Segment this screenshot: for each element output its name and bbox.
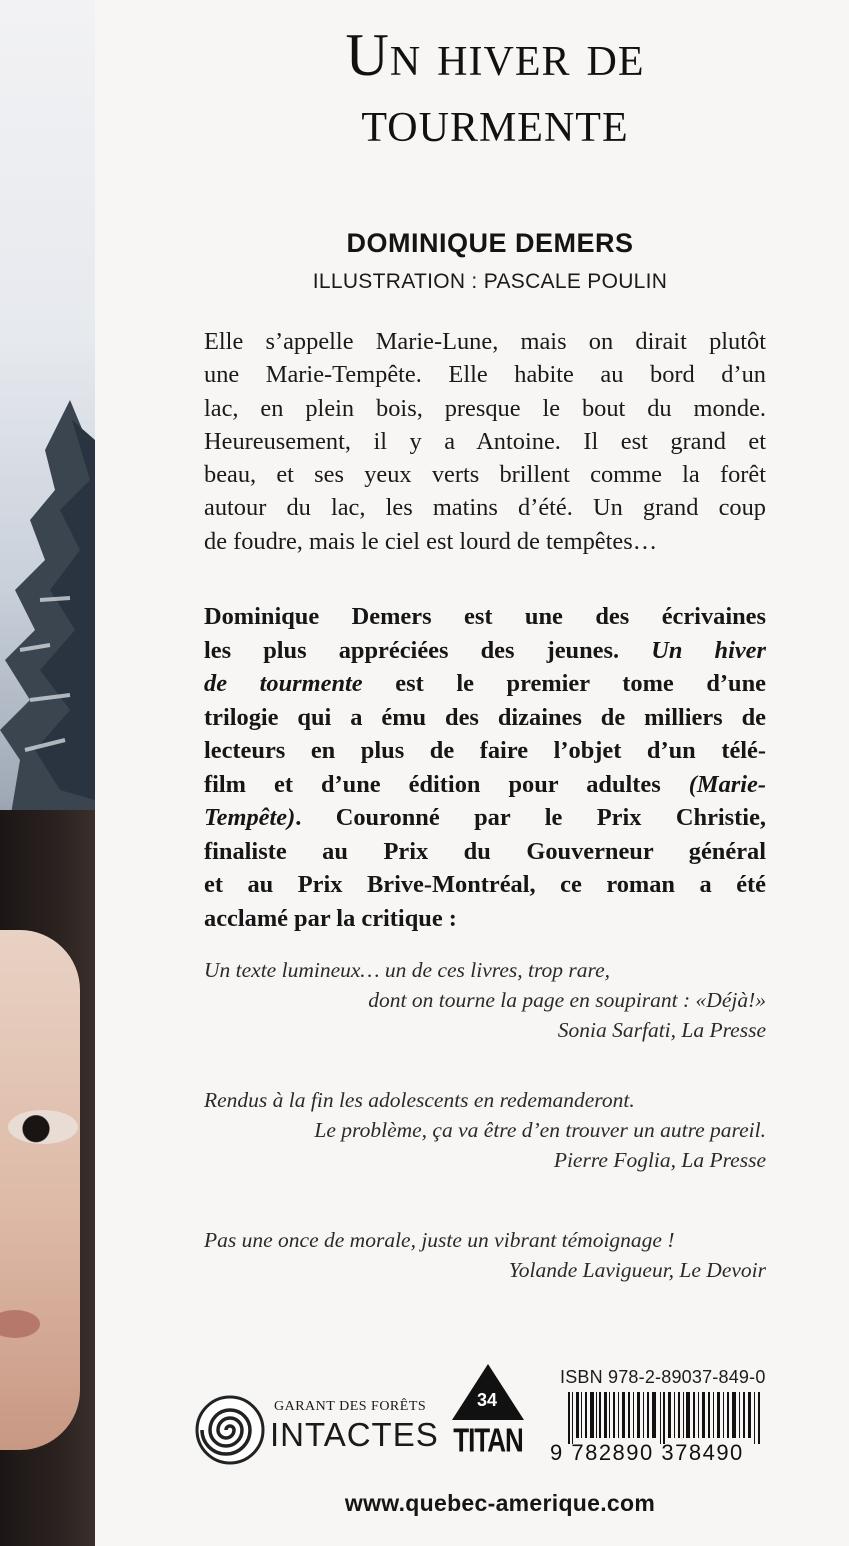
pine-tree-illustration — [0, 400, 95, 820]
synopsis-line: beau, et ses yeux verts brillent comme la forêt — [204, 461, 766, 489]
isbn-label: ISBN 978-2-89037-849-0 — [560, 1367, 766, 1387]
quote-source: Sonia Sarfati, La Presse — [557, 1018, 766, 1042]
quote-source: Pierre Foglia, La Presse — [553, 1148, 766, 1172]
bio-book-title: (Marie- — [688, 770, 766, 798]
bio-line: et au Prix Brive-Montréal, ce roman a été — [204, 871, 766, 898]
barcode-digits: 9 782890 378490 — [550, 1440, 744, 1465]
synopsis-line: une Marie-Tempête. Elle habite au bord d’un — [204, 361, 766, 389]
review-quote — [204, 1225, 766, 1285]
cover-illustration-strip — [0, 0, 95, 1546]
bio-book-title: de tourmente — [204, 670, 363, 697]
quote-text: Rendus à la fin les adolescents en redemanderont. — [204, 1088, 635, 1112]
synopsis-line: de foudre, mais le ciel est lourd de tempêtes… — [204, 527, 658, 555]
barcode-icon — [568, 1392, 764, 1444]
bio-line: acclamé par la critique : — [204, 904, 457, 932]
quote-text: Le problème, ça va être d’en trouver un autre pareil. — [314, 1118, 766, 1142]
synopsis-paragraph — [204, 325, 766, 558]
bio-line: trilogie qui a ému des dizaines de milliers de — [204, 703, 766, 731]
book-title — [235, 22, 755, 154]
eye-illustration — [8, 1110, 78, 1144]
review-quote — [204, 955, 766, 1045]
bio-line: lecteurs en plus de faire l’objet d’un télé- — [204, 737, 766, 764]
quote-text: Pas une once de morale, juste un vibrant témoignage ! — [204, 1228, 675, 1252]
bio-line — [204, 801, 766, 835]
synopsis-line: lac, en plein bois, presque le bout du monde. — [204, 394, 766, 422]
synopsis-line: Elle s’appelle Marie-Lune, mais on dirait plutôt — [204, 328, 766, 355]
quote-text: Un texte lumineux… un de ces livres, trop rare, — [204, 958, 611, 982]
series-number: 34 — [476, 1390, 498, 1410]
bio-text: les plus appréciées des jeunes. — [204, 636, 652, 664]
bio-line: Dominique Demers est une des écrivaines — [204, 603, 766, 630]
quote-text: dont on tourne la page en soupirant : «Déjà!» — [368, 988, 766, 1012]
bio-text: est le premier tome d’une — [362, 670, 766, 697]
synopsis-line: autour du lac, les matins d’été. Un grand coup — [204, 494, 766, 522]
publisher-website: www.quebec-amerique.com — [344, 1490, 656, 1516]
book-title-line2: tourmente — [361, 88, 629, 154]
bio-book-title: Tempête) — [204, 804, 296, 831]
illustration-credit: ILLUSTRATION : PASCALE POULIN — [312, 270, 668, 293]
bio-line: finaliste au Prix du Gouverneur général — [204, 837, 766, 865]
bio-text: . Couronné par le Prix Christie, — [295, 804, 766, 831]
book-title-line1: Un hiver de — [345, 22, 645, 88]
series-name: TITAN — [453, 1420, 523, 1460]
author-name: DOMINIQUE DEMERS — [346, 228, 634, 258]
author-bio-paragraph — [204, 600, 766, 935]
face-illustration — [0, 930, 80, 1450]
bio-book-title: Un hiver — [651, 636, 766, 664]
fsc-label-line2: INTACTES — [270, 1416, 439, 1453]
fsc-label-line1: GARANT DES FORÊTS — [274, 1399, 427, 1414]
bio-line — [204, 667, 766, 701]
bio-line — [204, 768, 766, 802]
synopsis-line: Heureusement, il y a Antoine. Il est grand et — [204, 427, 766, 455]
review-quote — [204, 1085, 766, 1175]
bio-line — [204, 634, 766, 668]
bio-text: film et d’une édition pour adultes — [204, 770, 689, 798]
spiral-logo-icon — [195, 1395, 265, 1465]
quote-source: Yolande Lavigueur, Le Devoir — [508, 1258, 766, 1282]
